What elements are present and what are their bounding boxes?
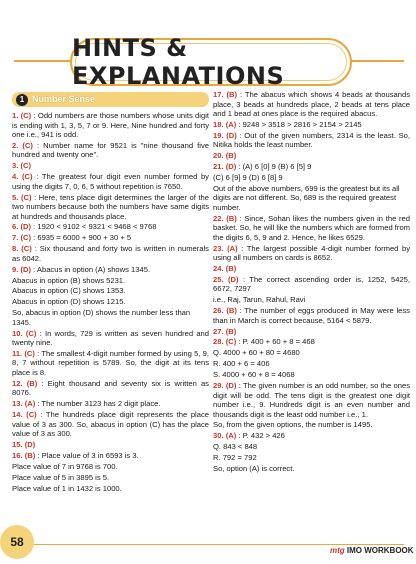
explanation-text: R. 792 = 792 <box>213 453 257 463</box>
book-name: IMO WORKBOOK <box>344 546 414 555</box>
answer-item <box>12 161 209 171</box>
answer-item <box>12 233 209 243</box>
answer-option: (B) <box>26 378 38 388</box>
book-tag <box>330 546 414 555</box>
question-number: 9. <box>12 264 19 274</box>
answer-option: (C) <box>21 244 32 254</box>
right-answer-list <box>213 90 410 473</box>
answer-option: (B) <box>226 306 237 316</box>
question-number: 30. <box>213 431 224 441</box>
explanation-text: : P. 432 > 426 <box>236 431 285 441</box>
answer-option: (B) <box>226 90 238 99</box>
question-number: 28. <box>213 337 224 347</box>
answer-item <box>12 379 209 398</box>
question-number: 16. <box>12 450 23 460</box>
right-column <box>213 90 410 475</box>
answer-item <box>12 484 209 494</box>
explanation-text: Abacus in option (C) shows 1353. <box>12 286 126 296</box>
answer-item <box>213 306 410 325</box>
answer-item <box>12 172 209 191</box>
question-number: 12. <box>12 378 23 388</box>
explanation-text: Abacus in option (D) shows 1215. <box>12 297 126 307</box>
answer-option: (D) <box>227 274 239 284</box>
answer-option: (B) <box>225 151 237 161</box>
answer-option: (B) <box>225 264 237 274</box>
explanation-text: : Odd numbers are those numbers whose units digit is ending with 1, 3, 5, 7 or 9. Here, Nine hundred and forty one i.e., 941 is odd. <box>12 111 209 139</box>
answer-item <box>213 275 410 294</box>
explanation-text: : Here, tens place digit determines the larger of the two numbers because both the numbers have same digits at hundreds and thousands place. <box>12 192 209 221</box>
explanation-text: i.e., Raj, Tarun, Rahul, Ravi <box>213 295 306 305</box>
explanation-text: S. 4000 + 60 + 8 = 4068 <box>213 370 295 380</box>
explanation-text: : The hundreds place digit represents the place value of 3 as 300. So, abacus in option (C) has the place value of 3 as 300. <box>12 410 209 439</box>
question-number: 23. <box>213 243 224 253</box>
answer-option: (B) <box>225 326 237 336</box>
question-number: 13. <box>12 399 23 409</box>
question-number: 3. <box>12 161 19 171</box>
question-number: 17. <box>213 90 224 99</box>
question-number: 7. <box>12 233 19 243</box>
answer-option: (C) <box>225 337 237 347</box>
left-column <box>12 90 209 494</box>
answer-option: (A) <box>24 399 36 409</box>
explanation-text: (C) 6 [9] 9 (D) 6 [8] 9 <box>213 172 283 182</box>
answer-item <box>12 111 209 140</box>
answer-item <box>213 464 410 474</box>
answer-item <box>12 276 209 286</box>
question-number: 14. <box>12 410 23 420</box>
page-title: HINTS & EXPLANATIONS <box>72 34 285 90</box>
footer-rule <box>26 544 404 545</box>
explanation-text: Place value of 7 in 9768 is 700. <box>12 461 118 471</box>
answer-option: (D) <box>225 381 237 391</box>
question-number: 5. <box>12 192 19 202</box>
answer-item <box>213 431 410 441</box>
answer-item <box>213 162 410 172</box>
question-number: 10. <box>12 328 23 338</box>
answer-item <box>213 348 410 358</box>
left-answer-list <box>12 111 209 493</box>
answer-item <box>213 442 410 452</box>
answer-item <box>12 349 209 378</box>
banner-rule-left <box>14 60 70 62</box>
answer-item <box>213 359 410 369</box>
answer-option: (A) <box>227 243 238 253</box>
explanation-text: : P. 400 + 60 + 8 = 468 <box>236 337 315 347</box>
explanation-text: : The abacus which shows 4 beads at thousands place, 3 beads at hundreds place, 2 beads at tens place and 1 bead at ones place is the required abacus. <box>213 90 410 118</box>
answer-option: (D) <box>20 222 32 232</box>
answer-option: (A) <box>225 119 237 129</box>
explanation-text: : 6935 = 6000 + 900 + 30 + 5 <box>31 233 132 243</box>
explanation-text: : The number of eggs produced in May were less than in March is correct because, 5164 < 5879. <box>213 306 410 325</box>
explanation-text: Q. 4000 + 60 + 80 = 4680 <box>213 348 300 358</box>
question-number: 26. <box>213 306 224 316</box>
answer-item <box>213 381 410 419</box>
explanation-text: : Place value of 3 in 6593 is 3. <box>35 450 139 460</box>
explanation-text: Out of the above numbers, 699 is the greatest but its all digits are not different. So, 689 is the required greatest number. <box>213 183 400 212</box>
answer-item <box>12 440 209 450</box>
explanation-text: : 1920 < 9102 < 9321 < 9468 < 9768 <box>31 222 157 232</box>
answer-option: (D) <box>226 130 237 140</box>
answer-item <box>12 329 209 348</box>
explanation-text: : The largest possible 4-digit number formed by using all numbers on cards is 8652. <box>213 243 410 263</box>
answer-item <box>213 151 410 161</box>
answer-item <box>213 295 410 305</box>
answer-item <box>12 244 209 263</box>
title-banner <box>70 34 352 90</box>
answer-option: (B) <box>226 213 237 223</box>
answer-item <box>213 327 410 337</box>
answer-option: (D) <box>20 264 32 274</box>
answer-item <box>12 451 209 461</box>
answer-option: (C) <box>26 410 37 420</box>
answer-item <box>12 308 209 327</box>
question-number: 24. <box>213 264 224 274</box>
answer-item <box>12 462 209 472</box>
explanation-text: : 9248 > 3518 > 2816 > 2154 > 2145 <box>236 119 362 129</box>
answer-item <box>12 286 209 296</box>
question-number: 6. <box>12 222 19 232</box>
answer-item <box>213 184 410 213</box>
question-number: 1. <box>12 111 19 120</box>
explanation-text: : The given number is an odd number, so the ones digit will be odd. The tens digit is the greatest one digit number i.e., 9. Hundreds digit is an even number and thousands digit is the least odd number i.e., 1. <box>213 381 410 419</box>
section-header <box>12 92 209 107</box>
question-number: 29. <box>213 381 224 391</box>
question-number: 19. <box>213 130 224 140</box>
explanation-text: : (A) 6 [0] 9 (B) 6 [5] 9 <box>236 162 312 172</box>
explanation-text: R. 400 + 6 = 406 <box>213 359 270 369</box>
answer-option: (C) <box>22 172 33 182</box>
question-number: 4. <box>12 172 19 182</box>
answer-item <box>213 420 410 430</box>
explanation-text: : The smallest 4-digit number formed by using 5, 9, 8, 7 without repetition is 5789. So, the digit at its tens place is 8. <box>12 348 209 377</box>
answer-option: (B) <box>24 450 36 460</box>
brand-logo: mtg <box>330 546 345 555</box>
answer-option: (D) <box>24 440 36 450</box>
answer-item <box>213 214 410 243</box>
answer-option: (C) <box>22 140 33 150</box>
question-number: 27. <box>213 326 224 336</box>
answer-item <box>213 90 410 119</box>
answer-item <box>213 244 410 263</box>
explanation-text: : Number name for 9521 is "nine thousand five hundred and twenty one". <box>12 140 209 160</box>
answer-item <box>12 222 209 232</box>
section-title: Number Sense <box>32 93 96 104</box>
explanation-text: So, option (A) is correct. <box>213 463 295 473</box>
banner-rule-right <box>348 60 404 62</box>
question-number: 8. <box>12 244 19 254</box>
page-number: 58 <box>0 525 34 559</box>
answer-item <box>213 173 410 183</box>
answer-option: (C) <box>20 192 32 202</box>
answer-item <box>213 131 410 150</box>
explanation-text: : Six thousand and forty two is written in numerals as 6042. <box>12 244 209 263</box>
answer-option: (C) <box>20 161 32 171</box>
question-number: 22. <box>213 213 224 223</box>
answer-item <box>12 297 209 307</box>
answer-option: (D) <box>225 162 237 172</box>
answer-item <box>12 399 209 409</box>
answer-item <box>12 265 209 275</box>
question-number: 15. <box>12 440 23 450</box>
explanation-text: : Eight thousand and seventy six is written as 8076. <box>12 378 209 398</box>
explanation-text: Q. 843 < 848 <box>213 442 258 452</box>
section-number: 1 <box>16 94 28 106</box>
question-number: 21. <box>213 162 224 172</box>
answer-option: (C) <box>20 233 32 243</box>
explanation-text: : Since, Sohan likes the numbers given in the red basket. So, he will like the numbers which are formed from the digits 6, 5, 9 and 2. Hence, he likes 6529. <box>213 213 410 242</box>
answer-option: (A) <box>225 431 237 441</box>
answer-option: (C) <box>25 328 37 338</box>
answer-item <box>213 370 410 380</box>
question-number: 11. <box>12 348 23 358</box>
explanation-text: : In words, 729 is written as seven hundred and twenty nine. <box>12 328 209 348</box>
explanation-text: So, from the given options, the number is 1495. <box>213 420 373 430</box>
question-number: 2. <box>12 140 19 150</box>
answer-option: (C) <box>24 348 35 358</box>
answer-item <box>12 473 209 483</box>
answer-item <box>213 453 410 463</box>
explanation-text: : The greatest four digit even number formed by using the digits 7, 0, 6, 5 without repetition is 7650. <box>12 172 209 191</box>
explanation-text: Place value of 5 in 3895 is 5. <box>12 472 110 482</box>
question-number: 20. <box>213 151 224 161</box>
explanation-text: So, abacus in option (D) shows the number less than 1345. <box>12 308 191 327</box>
explanation-text: Place value of 1 in 1432 is 1000. <box>12 483 122 493</box>
answer-item <box>12 141 209 160</box>
explanation-text: : Out of the given numbers, 2314 is the least. So, Nitika holds the least number. <box>213 130 410 150</box>
question-number: 25. <box>213 274 224 284</box>
explanation-text: Abacus in option (B) shows 5231. <box>12 275 126 285</box>
explanation-text: : The number 3123 has 2 digit place. <box>35 399 161 409</box>
answer-option: (C) <box>20 111 32 120</box>
question-number: 18. <box>213 119 224 129</box>
answer-item <box>12 193 209 222</box>
answer-item <box>213 120 410 130</box>
explanation-text: : Abacus in option (A) shows 1345. <box>31 264 151 274</box>
explanation-text: : The correct ascending order is, 1252, 5425, 6672, 7297 <box>213 274 410 294</box>
answer-item <box>213 264 410 274</box>
answer-item <box>12 410 209 439</box>
answer-item <box>213 337 410 347</box>
